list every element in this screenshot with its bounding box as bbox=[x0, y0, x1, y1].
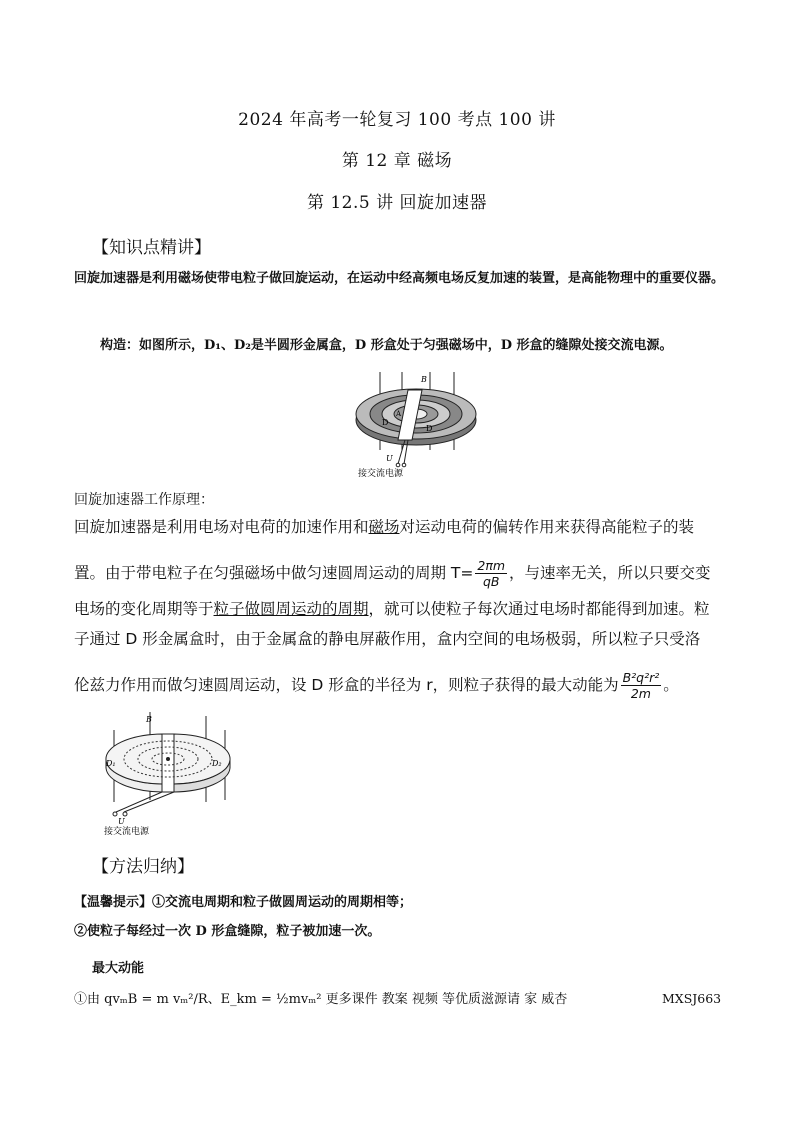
document-code: MXSJ663 bbox=[662, 991, 722, 1006]
tip-line-2: ②使粒子每经过一次 D 形盒缝隙，粒子被加速一次。 bbox=[74, 924, 381, 939]
work-line-5 bbox=[74, 670, 724, 701]
text: 伦兹力作用而做匀速圆周运动，设 D 形盒的半径为 r，则粒子获得的最大动能为 bbox=[74, 676, 619, 694]
label-b: B bbox=[421, 375, 427, 384]
working-principle-heading: 回旋加速器工作原理： bbox=[74, 492, 214, 508]
text: ，就可以使粒子每次通过电场时都能得到加速。粒 bbox=[368, 600, 710, 618]
ke-numerator: B²q²r² bbox=[622, 670, 660, 685]
cyclotron-diagram-3d bbox=[350, 370, 480, 480]
work-line-1 bbox=[74, 512, 724, 542]
text: 回旋加速器是利用电场对电荷的加速作用和 bbox=[74, 518, 369, 536]
formula-line: ①由 qvₘB = m vₘ²/R、E_km = ½mvₘ² 更多课件 教案 视频 等优质滋源请 家 威杏 bbox=[74, 992, 568, 1007]
section-heading-knowledge: 【知识点精讲】 bbox=[92, 238, 211, 258]
label-u: U bbox=[118, 817, 125, 826]
label-d1: D bbox=[382, 418, 389, 427]
section-heading-method: 【方法归纳】 bbox=[92, 857, 194, 877]
circular-period-link[interactable]: 粒子做圆周运动的周期 bbox=[213, 600, 369, 618]
period-formula bbox=[475, 558, 507, 589]
magnetic-field-link[interactable]: 磁场 bbox=[368, 518, 400, 536]
label-u: U bbox=[386, 454, 393, 463]
work-line-4: 子通过 D 形金属盒时，由于金属盒的静电屏蔽作用，盒内空间的电场极弱，所以粒子只受洛 bbox=[74, 630, 701, 648]
text: 对运动电荷的偏转作用来获得高能粒子的装 bbox=[399, 518, 695, 536]
text: 电场的变化周期等于 bbox=[74, 600, 214, 618]
kinetic-energy-formula bbox=[621, 670, 662, 701]
label-a: A bbox=[396, 410, 402, 418]
text: 置。由于带电粒子在匀强磁场中做匀速圆周运动的周期 T= bbox=[74, 564, 474, 582]
label-b: B bbox=[146, 715, 152, 724]
chapter-title: 第 12 章 磁场 bbox=[341, 151, 453, 171]
intro-paragraph: 回旋加速器是利用磁场使带电粒子做回旋运动，在运动中经高频电场反复加速的装置，是高能物理中的重要仪器。 bbox=[74, 271, 725, 286]
tip-line-1: 【温馨提示】①交流电周期和粒子做圆周运动的周期相等； bbox=[74, 895, 413, 910]
ke-denominator: 2m bbox=[630, 686, 651, 701]
label-d2: D₂ bbox=[212, 759, 222, 768]
lecture-title: 第 12.5 讲 回旋加速器 bbox=[306, 193, 488, 213]
work-line-2 bbox=[74, 558, 724, 589]
max-kinetic-energy-heading: 最大动能 bbox=[92, 961, 145, 976]
period-denominator: qB bbox=[482, 574, 500, 589]
text: ，与速率无关，所以只要交变 bbox=[509, 564, 711, 582]
figure2-caption: 接交流电源 bbox=[104, 827, 150, 837]
page-title: 2024 年高考一轮复习 100 考点 100 讲 bbox=[238, 110, 556, 130]
period-numerator: 2πm bbox=[477, 558, 506, 573]
cyclotron-diagram-2d bbox=[100, 712, 235, 837]
label-d2: D bbox=[426, 424, 433, 433]
work-line-3 bbox=[74, 594, 724, 624]
figure1-caption: 接交流电源 bbox=[358, 469, 404, 479]
label-d1: D₁ bbox=[106, 759, 116, 768]
structure-paragraph: 构造：如图所示，D₁、D₂是半圆形金属盒，D 形盒处于匀强磁场中，D 形盒的缝隙处接交流电源。 bbox=[100, 338, 673, 353]
text: 。 bbox=[663, 676, 679, 694]
